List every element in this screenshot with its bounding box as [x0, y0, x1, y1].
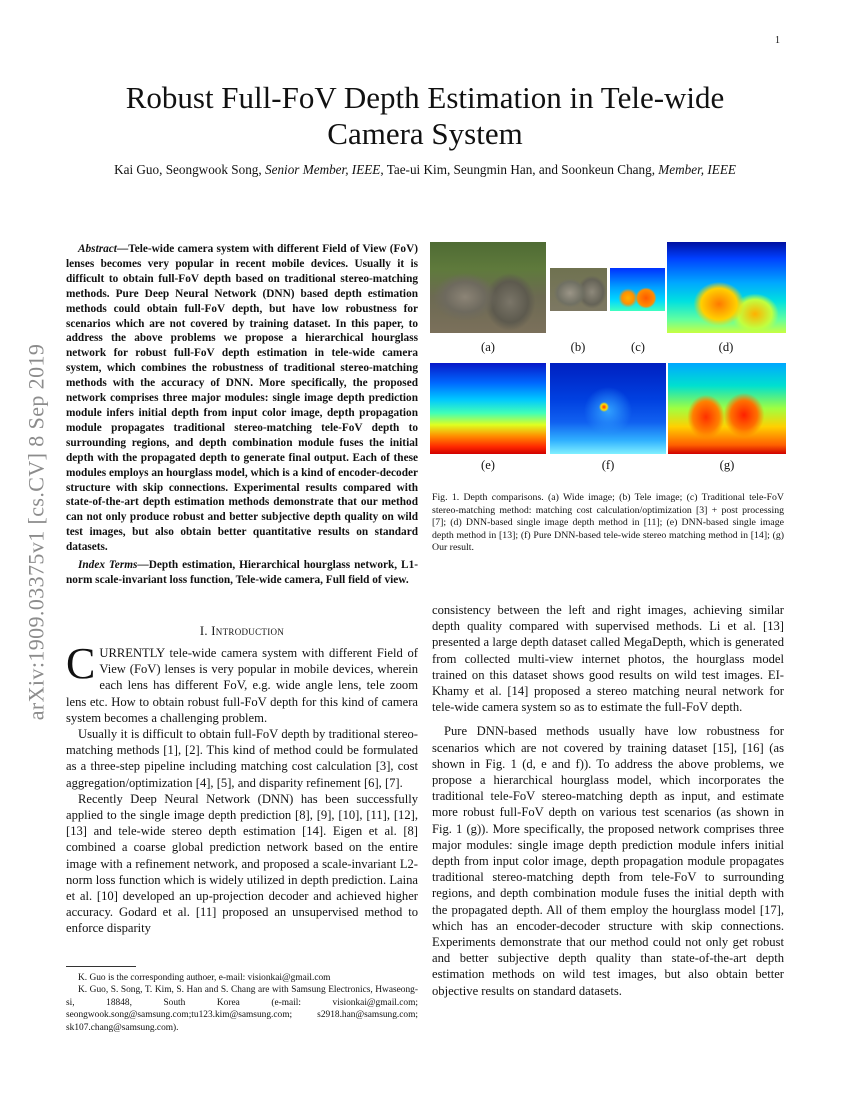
figure-image-g-ours: [668, 363, 786, 454]
figure-image-d-dnn-single-11: [667, 242, 786, 333]
abstract-text: —Tele-wide camera system with different Field of View (FoV) lenses becomes very popular in recent mobile devices. Usually it is difficult to obtain full-FoV depth based on traditional stereo-matching methods. Pure Deep Neural Network (DNN) based depth estimation methods could obtain full-FoV depth, but have low robustness for scenarios which are not covered by training dataset. In this paper, to address the above problems we propose a hierarchical hourglass network for robust full-FoV depth estimation in tele-wide camera system, which combines the robustness of traditional stereo-matching methods with the accuracy of DNN. More specifically, the proposed network comprises three major modules: single image depth prediction module infers initial depth from input color image, depth propagation module propagates traditional stereo-matching tele-FoV depth to surrounding regions, and depth combination module fuses the initial depth with the propagated depth to generate final output. Each of these modules employs an hourglass model, which is a kind of encoder-decoder structure with skip connections. Experimental results compared with state-of-the-art depth estimation methods demonstrate that our method can not only produce robust and better subjective depth quality on wild test images, but also obtain better quantitative results on standard datasets.: [66, 243, 419, 554]
figure-1: [430, 242, 786, 477]
intro-paragraph-1: [66, 639, 418, 726]
figure-label-b: (b): [570, 340, 586, 354]
authors-part2: , Tae-ui Kim, Seungmin Han, and Soonkeun Chang,: [380, 162, 659, 177]
figure-label-f: (f): [601, 458, 615, 472]
footnote-rule: [66, 966, 136, 967]
drop-cap: C: [66, 639, 96, 688]
figure-image-c-traditional: [610, 268, 665, 311]
paper-title: Robust Full-FoV Depth Estimation in Tele-wide Camera System: [125, 80, 725, 151]
footnotes: [66, 972, 418, 1034]
author-role-member: Member, IEEE: [658, 162, 736, 177]
index-terms: [66, 558, 418, 588]
intro-paragraph-2: Usually it is difficult to obtain full-FoV depth by traditional stereo-matching methods [1], [2]. This kind of method could be formulated as a three-step pipeline including matching cost calculation [3], cost aggregation/optimization [4], [5], and disparity refinement [6], [7].: [66, 727, 418, 790]
author-list: [66, 161, 784, 179]
abstract: [66, 242, 418, 555]
index-terms-label: Index Terms: [78, 559, 138, 571]
section-heading: [66, 624, 418, 639]
footnote-1: K. Guo is the corresponding authoer, e-mail: visionkai@gmail.com: [78, 973, 331, 983]
figure-image-f-dnn-stereo-14: [550, 363, 666, 454]
intro-paragraph-4: Pure DNN-based methods usually have low robustness for scenarios which are not covered by training dataset [15], [16] (as shown in Fig. 1 (d, e and f)). To address the above problems, we propose a hierarchical hourglass model, which incorporates the traditional tele-FoV stereo-matching depth as input, and estimate more robust full-FoV depth on various test scenarios (as shown in Fig. 1 (g)). More specifically, the proposed network comprises three major modules: single image depth prediction module infers initial depth from input color image, depth propagation module propagates traditional stereo-matching depth from tele-FoV to surrounding regions, and depth combination module fuses the initial depth with the propagated depth. All of them employ the hourglass model [17], which has an encoder-decoder structure with skip connections. Experiments demonstrate that our method could not only get robust and better subjective depth quality than state-of-the-art depth estimation methods on wild test images, but also obtain better objective results on standard datasets.: [432, 724, 784, 998]
footnote-2: K. Guo, S. Song, T. Kim, S. Han and S. Chang are with Samsung Electronics, Hwaseong-si, 18848, South Korea (e-mail: visionkai@gmail.com; seongwook.song@samsung.com;tu123.kim@samsung.com; s2918.han@samsung.com; sk107.chang@samsung.com).: [66, 985, 418, 1033]
figure-image-b-tele: [550, 268, 607, 311]
figure-label-g: (g): [719, 458, 735, 472]
intro-right-column: [432, 602, 784, 1007]
page-number: 1: [775, 35, 780, 46]
author-role-senior: Senior Member, IEEE: [265, 162, 381, 177]
arxiv-identifier[interactable]: arXiv:1909.03375v1 [cs.CV] 8 Sep 2019: [23, 343, 49, 721]
intro-paragraph-3-continued: consistency between the left and right images, achieving similar depth quality compared with supervised methods. Li et al. [13] presented a large depth dataset called MegaDepth, which is generated from collected multi-view internet photos, the hourglass model trained on this dataset shows good results on wild test images. EI-Khamy et al. [14] proposed a stereo matching neural network for tele-wide camera system so as to estimate the full-FoV depth.: [432, 603, 784, 715]
figure-1-caption: Fig. 1. Depth comparisons. (a) Wide image; (b) Tele image; (c) Traditional tele-FoV stereo-matching method: matching cost calculation/optimization [3] + post processing [7]; (d) DNN-based single image depth method in [11]; (e) DNN-based single image depth method in [13]; (f) Pure DNN-based tele-wide stereo matching method in [14]; (g) Our result.: [432, 492, 784, 554]
figure-label-a: (a): [481, 340, 495, 354]
figure-label-c: (c): [631, 340, 645, 354]
index-terms-text: —Depth estimation, Hierarchical hourglass network, L1-norm scale-invariant loss function, Tele-wide camera, Full field of view.: [66, 559, 418, 586]
section-title: Introduction: [211, 624, 285, 638]
intro-p1-text: URRENTLY tele-wide camera system with different Field of View (FoV) lenses is very popular in mobile devices, wherein each lens has different FoV, e.g. wide angle lens, tele zoom lens etc. How to obtain robust full-FoV depth for this kind of camera system becomes a challenging problem.: [66, 646, 418, 725]
section-number: I.: [199, 624, 208, 638]
authors-part1: Kai Guo, Seongwook Song,: [114, 162, 265, 177]
figure-label-d: (d): [718, 340, 734, 354]
figure-label-e: (e): [481, 458, 495, 472]
figure-image-a-wide: [430, 242, 546, 333]
arxiv-sidebar: [18, 294, 54, 770]
intro-paragraph-3: Recently Deep Neural Network (DNN) has been successfully applied to the single image depth prediction [8], [9], [10], [11], [12], [13] and tele-wide stereo depth estimation [14]. Eigen et al. [8] combined a coarse global prediction network based on the entire image with a refinement network, and proposed a scale-invariant L2-norm loss function which is widely utilized in depth prediction. Laina et al. [10] developed an up-projection decoder and achieved higher accuracy. Godard et al. [11] proposed an unsupervised method to enforce disparity: [66, 791, 418, 936]
abstract-label: Abstract: [78, 243, 117, 255]
intro-left-column: [66, 639, 418, 937]
figure-image-e-dnn-single-13: [430, 363, 546, 454]
